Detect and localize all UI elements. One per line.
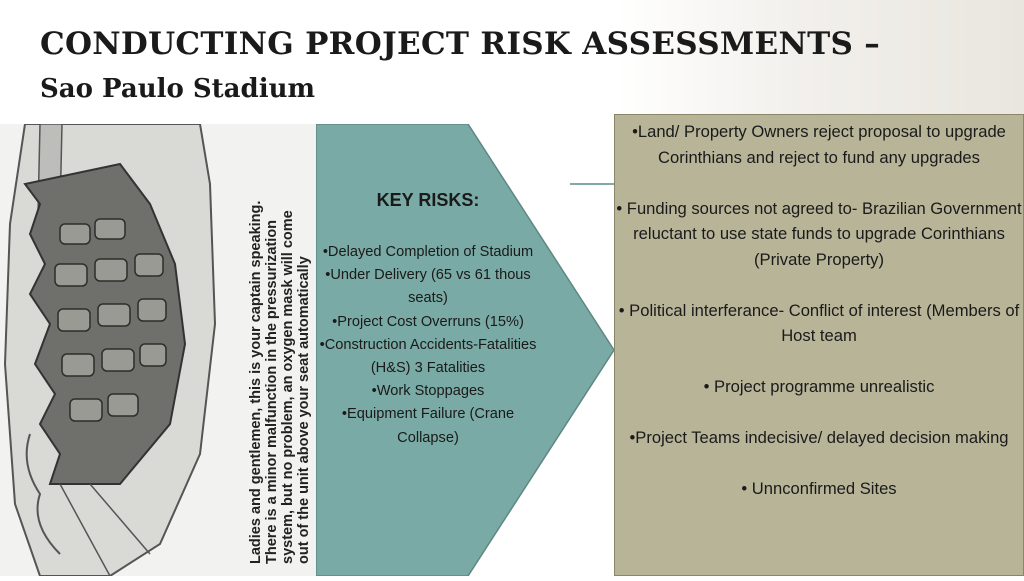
key-risk-item: •Project Cost Overruns (15%) <box>332 313 524 330</box>
issue-item: • Project programme unrealistic <box>703 377 935 396</box>
caption-line-1: Ladies and gentlemen, this is your captain speaking. <box>248 200 264 564</box>
issue-item: • Political interferance- Conflict of interest (Members of Host team <box>618 300 1020 345</box>
captain-caption <box>238 144 318 564</box>
key-risks-panel <box>318 190 538 450</box>
caption-line-2: There is a minor malfunction in the pressurization <box>264 219 280 564</box>
connector-line <box>570 183 615 185</box>
title-area <box>0 0 1024 124</box>
key-risk-item: •Equipment Failure (Crane Collapse) <box>341 406 515 446</box>
key-risk-item: •Delayed Completion of Stadium <box>322 244 534 260</box>
issue-item: •Project Teams indecisive/ delayed decision making <box>629 428 1009 447</box>
key-risks-list <box>318 241 538 450</box>
slide-subtitle: Sao Paulo Stadium <box>40 74 315 104</box>
issues-panel <box>614 114 1024 576</box>
airplane-cartoon <box>0 124 316 576</box>
caption-line-4: out of the unit above your seat automatically <box>296 256 312 564</box>
key-risk-item: •Under Delivery (65 vs 61 thous seats) <box>325 267 531 307</box>
issue-item: • Unnconfirmed Sites <box>741 479 897 498</box>
key-risks-heading: KEY RISKS: <box>376 190 480 210</box>
issue-item: •Land/ Property Owners reject proposal to upgrade Corinthians and reject to fund any upgrades <box>632 122 1006 167</box>
key-risk-item: •Work Stoppages <box>371 383 485 400</box>
issue-item: • Funding sources not agreed to- Brazilian Government reluctant to use state funds to upgrade Corinthians (Private Property) <box>616 198 1022 269</box>
issues-list <box>615 119 1023 502</box>
slide-title: CONDUCTING PROJECT RISK ASSESSMENTS – <box>40 26 881 62</box>
key-risk-item: •Construction Accidents-Fatalities (H&S) 3 Fatalities <box>319 336 537 377</box>
caption-line-3: system, but no problem, an oxygen mask will come <box>280 210 296 564</box>
